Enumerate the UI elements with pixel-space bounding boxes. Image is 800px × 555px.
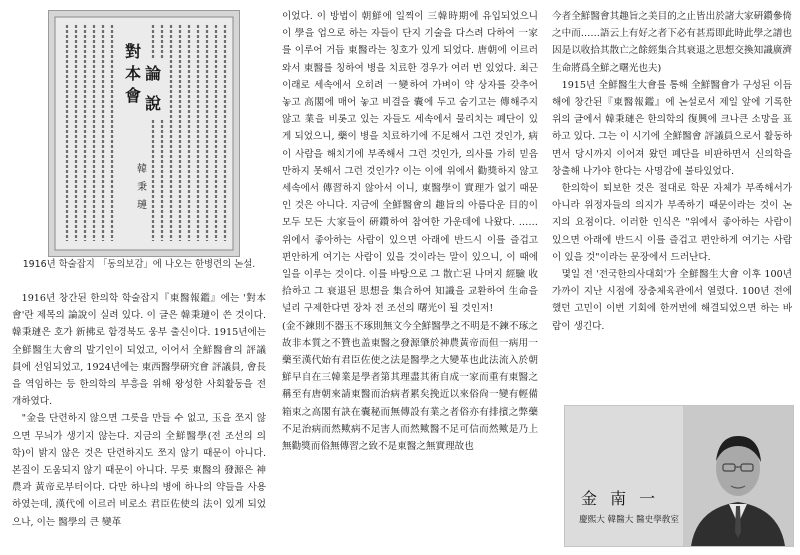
author-name: 金 南 一 — [581, 489, 660, 508]
figure-heading-2: 論說 — [145, 59, 165, 119]
figure-byline: 韓 秉 璉 — [137, 161, 151, 215]
author-affiliation: 慶熙大 韓醫大 醫史學敎室 — [579, 515, 679, 525]
column-3-paragraph: 1915년 全鮮醫生大會를 통해 全鮮醫會가 구성된 이듬해에 창간된『東醫報鑑』에 논설로서 제일 앞에 기록한 위의 글에서 韓秉璉은 한의학의 復興에 크나큰 소망을 표하고 있다. 그는 이 시기에 全鮮醫會 評議員으로서 활동하면서 당시까지 이어져 왔던 폐단을 비판하면서 신의학을 창출해 나가야 한다는 사명감에 불타있었다. — [552, 79, 792, 177]
figure-caption: 1916년 학술잡지 「동의보감」에 나오는 한병련의 논설. — [22, 259, 256, 270]
column-3-paragraph: 한의학이 퇴보한 것은 절대로 학문 자체가 부족해서가 아니라 위정자들의 의지가 부족하기 때문이라는 것이 논지의 요점이다. 이러한 인식은 "위에서 좋아하는 사람이 있으면 아래에 반드시 이를 즐겁고 편안하게 여기는 사람이 있을 것"이라는 문장에서 드러난다. — [552, 183, 792, 263]
column-1-paragraph: "金을 단련하지 않으면 그릇을 만들 수 없고, 玉을 쪼지 않으면 무늬가 생기지 않는다. 지금의 全鮮醫學(전 조선의 의학)이 밝지 않은 것은 단련하지도 쪼지 않기 때문이 아니다. 본질이 도움되지 않기 때문이 아니다. 무릇 東醫의 發源은 神農과 黃帝로부터이다. 다만 하나의 병에 하나의 약들을 사용하였는데, 漢代에 이르러 비로소 君臣佐使의 法이 있게 되었으나, 이는 醫學의 큰 變革 — [12, 413, 266, 528]
column-2-paragraph: 이었다. 이 방법이 朝鮮에 일찍이 三韓時期에 유입되었으니 이 學을 업으로 하는 자들이 단지 기술을 다스려 다하여 一家를 이루어 거듭 東醫라는 칭호가 있게 되었다. 唐朝에 이르러 와서 東醫를 칭하여 병을 치료한 경우가 여러 번 있었다. 최근 이래로 세속에서 오히려 一變하여 가벼이 약 상자를 갖추어 놓고 高閣에 매어 놓고 비결을 囊에 두고 숨기고는 傳해주지 않고 業을 비롯고 있는 자들도 세속에서 물리치는 폐단이 있게 되었으니, 藥이 병을 치료하기에 不足해서 그런 것인가, 病이 사람을 해치기에 부족해서 그런 것인가, 의사를 가히 믿음만하지 못해서 그런 것인가? 이는 이에 위에서 勸獎하지 않고 세속에서 傳習하지 않아서 이니, 東醫學이 實理가 없기 때문인 것은 아니다. 지금에 全鮮醫會의 趣旨의 아름다운 目的이 모두 모든 大家들이 硏鑽하여 참여한 가운데에 나왔다. ……위에서 좋아하는 사람이 있으면 아래에 반드시 이를 즐겁고 편안하게 여기는 사람이 있을 것이라는 말이 있으니, 이 때에 일을 이루는 것이다. 이를 바탕으로 그 散亡된 나머지 經驗 收拾하고 그 衰退된 思想을 集合하여 知識을 교환하여 生命을 널리 구제한다면 장차 전 조선의 曙光이 될 것인저! — [282, 11, 538, 315]
author-box — [564, 405, 794, 547]
column-2-hanja-passage: (金不鍊則不器玉不琢則無文今全鮮醫學之不明是不鍊不琢之故非本質之不贊也盖東醫之發源肇於神農黃帝而但一病用一藥至漢代始有君臣佐使之法是醫學之大變革也此法流入於朝鮮早自在三韓業是學者第其理盡其術自成一家而重有東醫之稱至有唐朝來請東醫而治病者累矣挽近以來俗尙一變有輕備箱束之高閣有訣在囊秘而無傳設有業之者俗亦有排擯之弊藥不足治病而然歟病不足害人而然歟醫不足可信而然歟是乃上無勸獎而俗無傳習之致不是東醫之無實理故也 — [282, 320, 538, 453]
archival-article-photo — [48, 10, 240, 257]
figure-heading-1: 對本會 — [125, 41, 145, 107]
author-portrait — [683, 406, 793, 546]
column-3-paragraph: 몇일 전 '전국한의사대회'가 全鮮醫生大會 이후 100년 가까이 지난 시점에 장충체육관에서 열렸다. 100년 전에 했던 고민이 이번 기회에 한꺼번에 해결되었으면 하는 바람이 생긴다. — [552, 269, 792, 332]
column-1-paragraph: 1916년 창간된 한의학 학술잡지『東醫報鑑』에는 '對本會'란 제목의 論說이 실려 있다. 이 글은 韓秉璉이 쓴 것이다. 韓秉璉은 호가 新拂로 함경북도 웅부 출신이다. 1915년에는 全鮮醫生大會의 발기인이 되었고, 이어서 全鮮醫會의 評議員에 선임되었고, 1924년에는 東西醫學硏究會 評議員, 會長을 역임하는 등 한의학의 부흥을 위해 왕성한 사회활동을 전개하였다. — [12, 293, 266, 408]
column-2 — [282, 8, 538, 455]
column-3-hanja-passage: 今者全鮮醫會其趣旨之美目的之止皆出於諸大家硏鑽參倚之中而……語云上有好之者下必有甚焉即此時此學之譜也因是以收拾其散亡之餘經集合其衰退之思想交換知識廣濟生命將爲全鮮之曙光也夫) — [552, 11, 792, 74]
column-1 — [12, 290, 266, 531]
column-3 — [552, 8, 792, 335]
